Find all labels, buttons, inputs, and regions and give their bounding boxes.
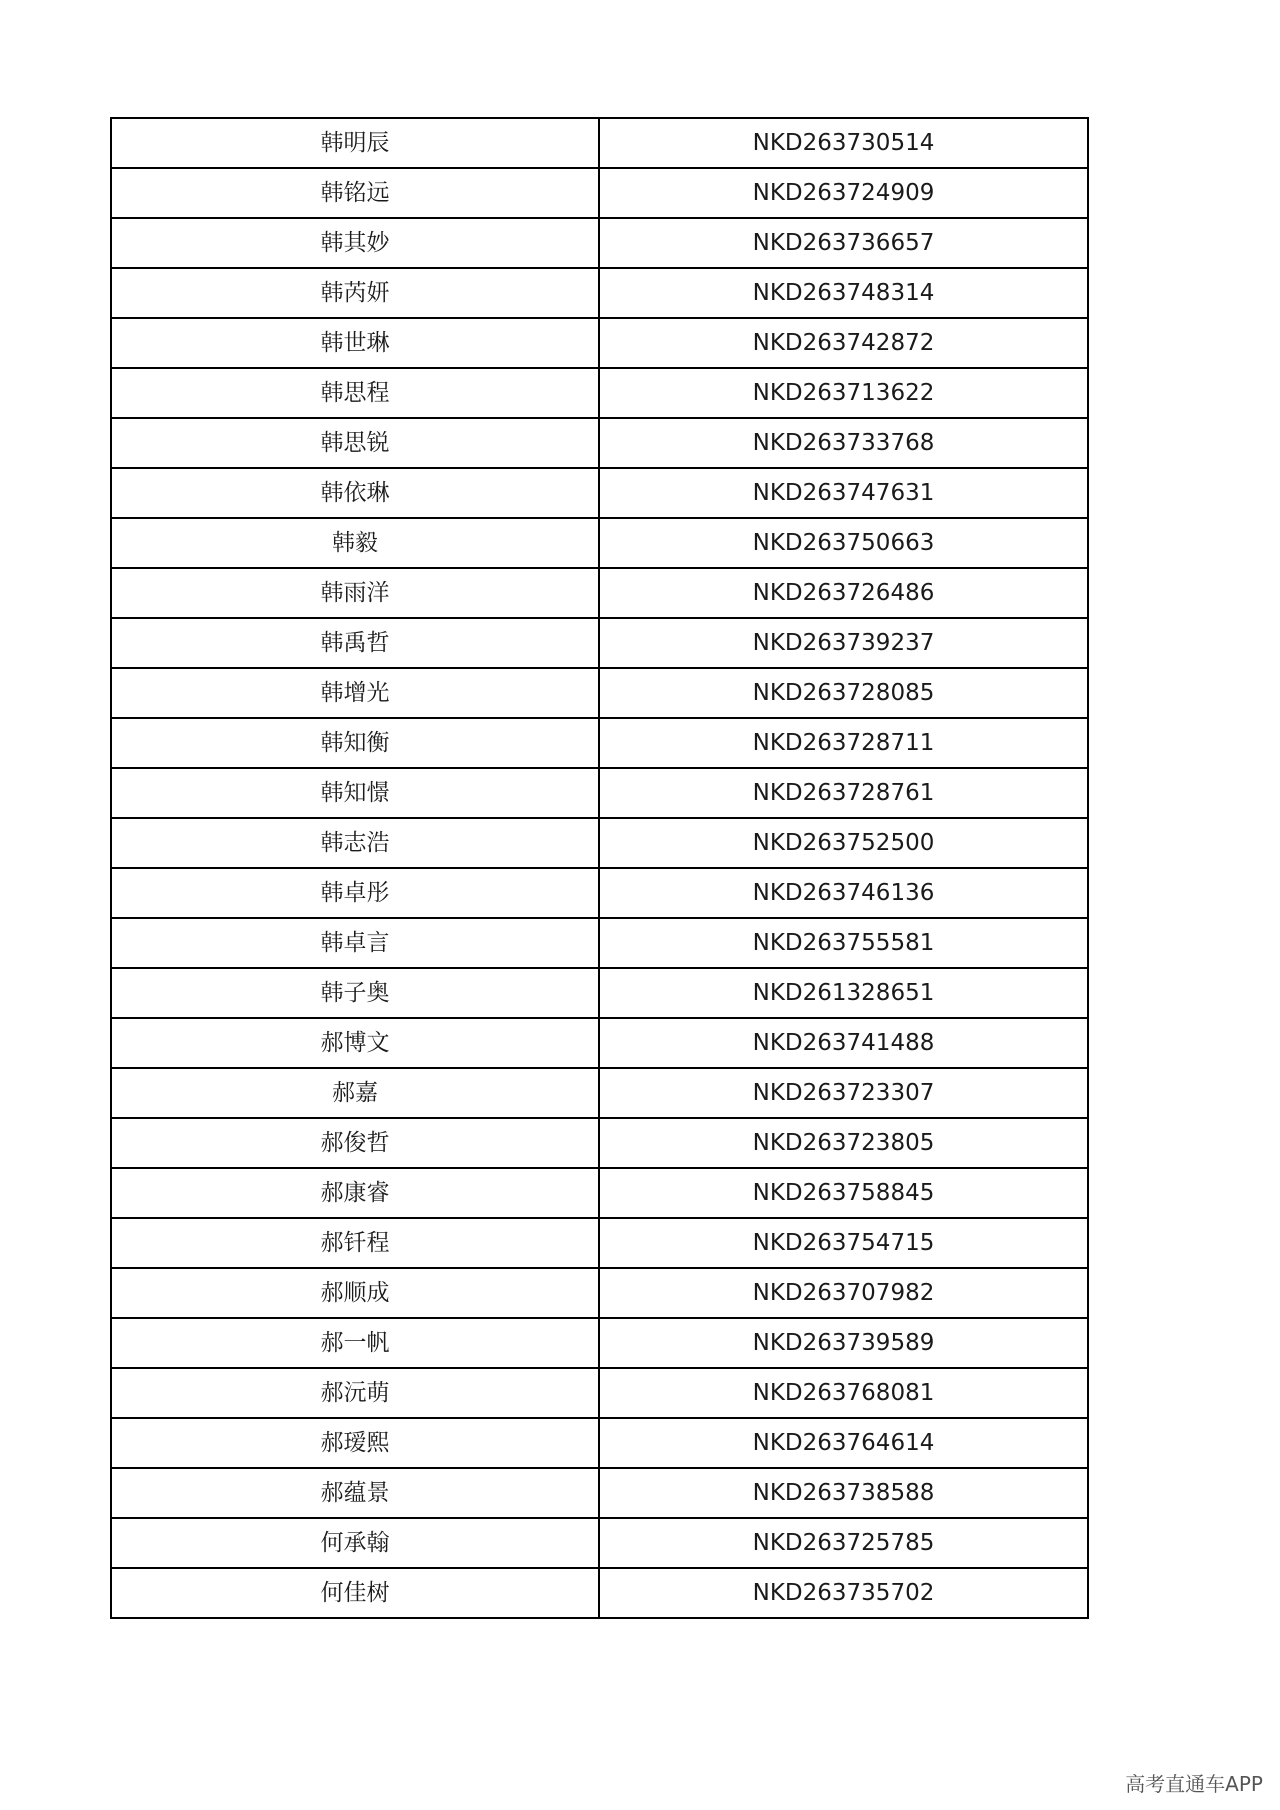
- id-cell: NKD263755581: [599, 918, 1088, 968]
- id-cell: NKD263723805: [599, 1118, 1088, 1168]
- name-cell: 韩芮妍: [111, 268, 599, 318]
- table-row: [111, 618, 1088, 668]
- id-cell: NKD263725785: [599, 1518, 1088, 1568]
- name-cell: 郝顺成: [111, 1268, 599, 1318]
- name-cell: 韩禹哲: [111, 618, 599, 668]
- id-cell: NKD263728761: [599, 768, 1088, 818]
- id-cell: NKD263713622: [599, 368, 1088, 418]
- id-cell: NKD263726486: [599, 568, 1088, 618]
- table-row: [111, 118, 1088, 168]
- name-cell: 韩卓彤: [111, 868, 599, 918]
- name-cell: 郝蕴景: [111, 1468, 599, 1518]
- name-cell: 韩增光: [111, 668, 599, 718]
- table-row: [111, 268, 1088, 318]
- name-cell: 郝博文: [111, 1018, 599, 1068]
- id-cell: NKD263747631: [599, 468, 1088, 518]
- name-cell: 韩依琳: [111, 468, 599, 518]
- id-cell: NKD263739589: [599, 1318, 1088, 1368]
- id-cell: NKD263724909: [599, 168, 1088, 218]
- name-cell: 韩思锐: [111, 418, 599, 468]
- name-cell: 郝康睿: [111, 1168, 599, 1218]
- id-cell: NKD263748314: [599, 268, 1088, 318]
- name-cell: 郝俊哲: [111, 1118, 599, 1168]
- name-cell: 韩雨洋: [111, 568, 599, 618]
- table-row: [111, 1268, 1088, 1318]
- name-cell: 郝嘉: [111, 1068, 599, 1118]
- name-cell: 郝钎程: [111, 1218, 599, 1268]
- name-cell: 郝一帆: [111, 1318, 599, 1368]
- id-cell: NKD263741488: [599, 1018, 1088, 1068]
- table-row: [111, 1018, 1088, 1068]
- id-cell: NKD263728711: [599, 718, 1088, 768]
- id-cell: NKD263728085: [599, 668, 1088, 718]
- id-cell: NKD263746136: [599, 868, 1088, 918]
- table-row: [111, 1318, 1088, 1368]
- id-cell: NKD263736657: [599, 218, 1088, 268]
- table-row: [111, 518, 1088, 568]
- table-row: [111, 168, 1088, 218]
- table-row: [111, 968, 1088, 1018]
- table-row: [111, 1218, 1088, 1268]
- name-cell: 韩思程: [111, 368, 599, 418]
- name-cell: 韩毅: [111, 518, 599, 568]
- table-row: [111, 1518, 1088, 1568]
- name-cell: 韩卓言: [111, 918, 599, 968]
- id-cell: NKD263742872: [599, 318, 1088, 368]
- table-row: [111, 1368, 1088, 1418]
- table-row: [111, 818, 1088, 868]
- id-cell: NKD263723307: [599, 1068, 1088, 1118]
- id-cell: NKD263758845: [599, 1168, 1088, 1218]
- table-row: [111, 1418, 1088, 1468]
- id-cell: NKD263738588: [599, 1468, 1088, 1518]
- table-row: [111, 768, 1088, 818]
- table-row: [111, 918, 1088, 968]
- id-cell: NKD263764614: [599, 1418, 1088, 1468]
- name-cell: 韩知衡: [111, 718, 599, 768]
- table-row: [111, 718, 1088, 768]
- table-row: [111, 568, 1088, 618]
- table-row: [111, 318, 1088, 368]
- id-cell: NKD263752500: [599, 818, 1088, 868]
- id-cell: NKD263739237: [599, 618, 1088, 668]
- name-cell: 韩铭远: [111, 168, 599, 218]
- name-cell: 郝瑷熙: [111, 1418, 599, 1468]
- id-cell: NKD263735702: [599, 1568, 1088, 1618]
- table-row: [111, 668, 1088, 718]
- table-row: [111, 218, 1088, 268]
- name-cell: 韩知憬: [111, 768, 599, 818]
- name-cell: 韩其妙: [111, 218, 599, 268]
- name-cell: 何佳树: [111, 1568, 599, 1618]
- table-row: [111, 1568, 1088, 1618]
- table-row: [111, 368, 1088, 418]
- watermark-text: 高考直通车APP: [1125, 1772, 1263, 1796]
- table-row: [111, 1168, 1088, 1218]
- id-cell: NKD261328651: [599, 968, 1088, 1018]
- table-row: [111, 1118, 1088, 1168]
- id-cell: NKD263768081: [599, 1368, 1088, 1418]
- name-cell: 郝沅萌: [111, 1368, 599, 1418]
- id-cell: NKD263733768: [599, 418, 1088, 468]
- table-row: [111, 1068, 1088, 1118]
- name-cell: 韩明辰: [111, 118, 599, 168]
- roster-table: [110, 117, 1089, 1619]
- name-cell: 韩志浩: [111, 818, 599, 868]
- table-row: [111, 1468, 1088, 1518]
- id-cell: NKD263750663: [599, 518, 1088, 568]
- table-row: [111, 418, 1088, 468]
- id-cell: NKD263730514: [599, 118, 1088, 168]
- id-cell: NKD263754715: [599, 1218, 1088, 1268]
- table-row: [111, 868, 1088, 918]
- table-row: [111, 468, 1088, 518]
- roster-table-body: [111, 118, 1088, 1618]
- name-cell: 韩子奥: [111, 968, 599, 1018]
- id-cell: NKD263707982: [599, 1268, 1088, 1318]
- name-cell: 何承翰: [111, 1518, 599, 1568]
- name-cell: 韩世琳: [111, 318, 599, 368]
